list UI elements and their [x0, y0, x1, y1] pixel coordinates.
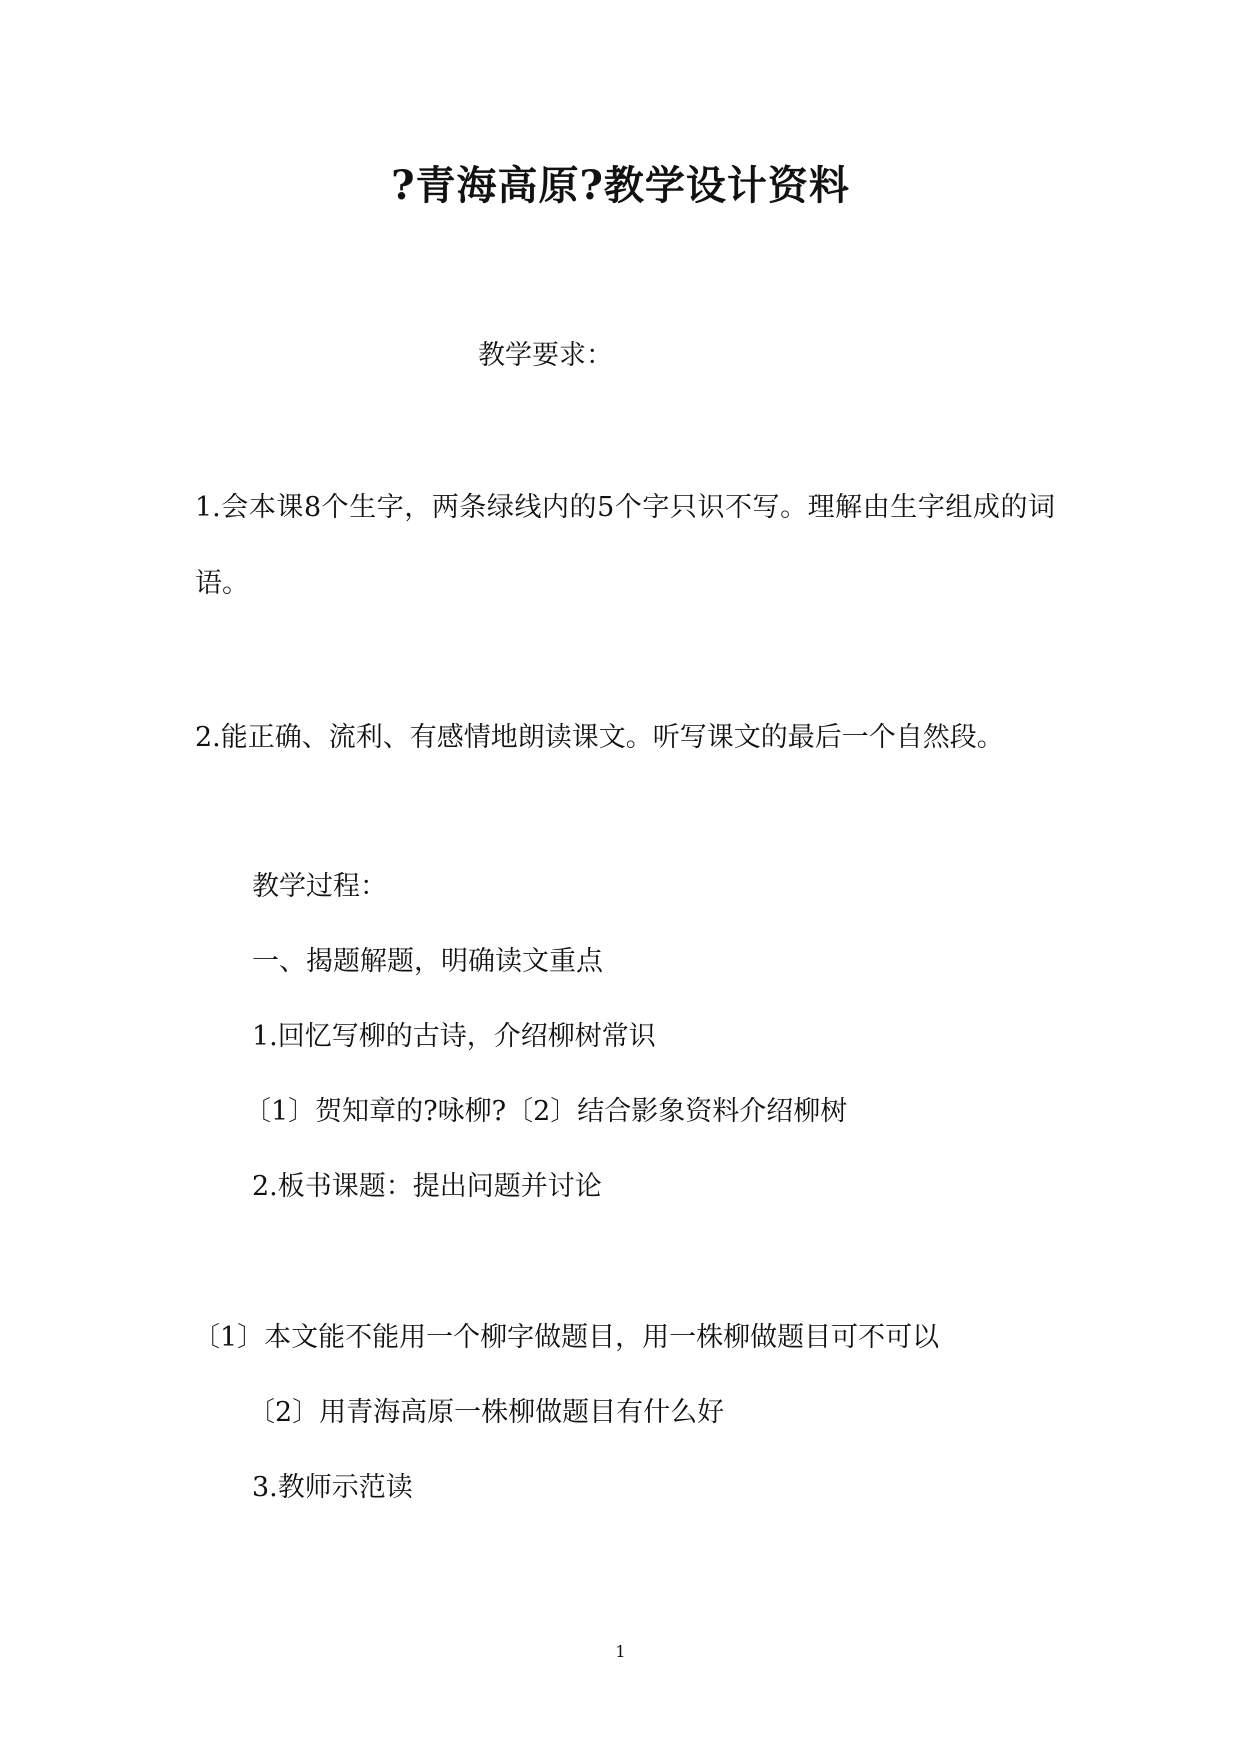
requirements-heading: 教学要求：	[478, 340, 613, 371]
process-heading: 教学过程：	[252, 871, 387, 902]
step-2: 2.板书课题：提出问题并讨论	[252, 1171, 602, 1202]
step-1: 1.回忆写柳的古诗，介绍柳树常识	[252, 1021, 656, 1052]
page-number: 1	[615, 1642, 626, 1661]
requirement-1: 1.会本课8个生字，两条绿线内的5个字只识不写。理解由生字组成的词语。	[195, 492, 1055, 599]
question-1: 〔1〕本文能不能用一个柳字做题目，用一株柳做题目可不可以	[193, 1322, 940, 1353]
question-2: 〔2〕用青海高原一株柳做题目有什么好	[248, 1397, 725, 1428]
document-title: ?青海高原?教学设计资料	[391, 162, 850, 209]
step-1-detail: 〔1〕贺知章的?咏柳?〔2〕结合影象资料介绍柳树	[244, 1096, 848, 1127]
section-1-heading: 一、揭题解题，明确读文重点	[252, 946, 603, 977]
requirement-2: 2.能正确、流利、有感情地朗读课文。听写课文的最后一个自然段。	[195, 722, 1004, 753]
step-3: 3.教师示范读	[252, 1472, 413, 1503]
